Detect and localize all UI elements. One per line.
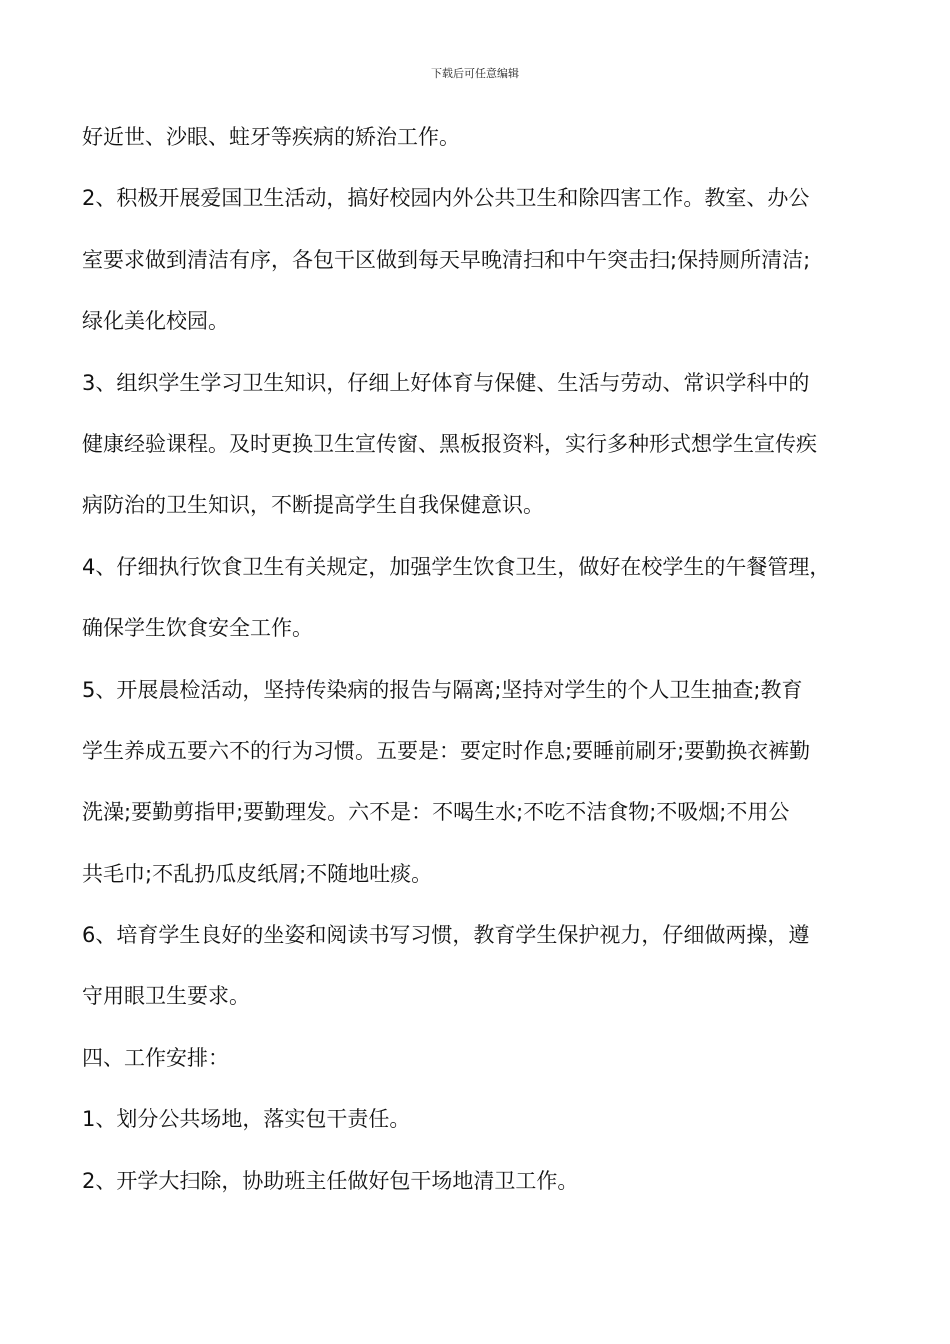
text-line: 好近世、沙眼、蛀牙等疾病的矫治工作。 (82, 125, 460, 149)
text-line: 3、组织学生学习卫生知识，仔细上好体育与保健、生活与劳动、常识学科中的 (82, 370, 810, 395)
text-line: 绿化美化校园。 (82, 309, 229, 334)
text-line: 确保学生饮食安全工作。 (82, 616, 313, 641)
text-line: 健康经验课程。及时更换卫生宣传窗、黑板报资料，实行多种形式想学生宣传疾 (82, 431, 817, 456)
text-line: 4、仔细执行饮食卫生有关规定，加强学生饮食卫生，做好在校学生的午餐管理， (82, 554, 831, 579)
text-line: 共毛巾;不乱扔瓜皮纸屑;不随地吐痰。 (82, 861, 433, 886)
text-line: 学生养成五要六不的行为习惯。五要是：要定时作息;要睡前刷牙;要勤换衣裤勤 (82, 738, 811, 763)
section-heading: 四、工作安排： (82, 1045, 229, 1070)
document-body (82, 115, 882, 1220)
text-line: 6、培育学生良好的坐姿和阅读书写习惯，教育学生保护视力，仔细做两操，遵 (82, 923, 810, 948)
text-line: 1、划分公共场地，落实包干责任。 (82, 1107, 411, 1132)
text-line: 2、积极开展爱国卫生活动，搞好校园内外公共卫生和除四害工作。教室、办公 (82, 186, 810, 211)
text-line: 守用眼卫生要求。 (82, 984, 250, 1009)
text-line: 病防治的卫生知识，不断提高学生自我保健意识。 (82, 493, 544, 518)
text-line: 室要求做到清洁有序，各包干区做到每天早晚清扫和中午突击扫;保持厕所清洁; (82, 247, 811, 272)
text-line: 2、开学大扫除，协助班主任做好包干场地清卫工作。 (82, 1168, 579, 1193)
page-header: 下载后可任意编辑 (431, 67, 519, 80)
text-line: 5、开展晨检活动，坚持传染病的报告与隔离;坚持对学生的个人卫生抽查;教育 (82, 677, 803, 702)
text-line: 洗澡;要勤剪指甲;要勤理发。六不是：不喝生水;不吃不洁食物;不吸烟;不用公 (82, 800, 790, 825)
